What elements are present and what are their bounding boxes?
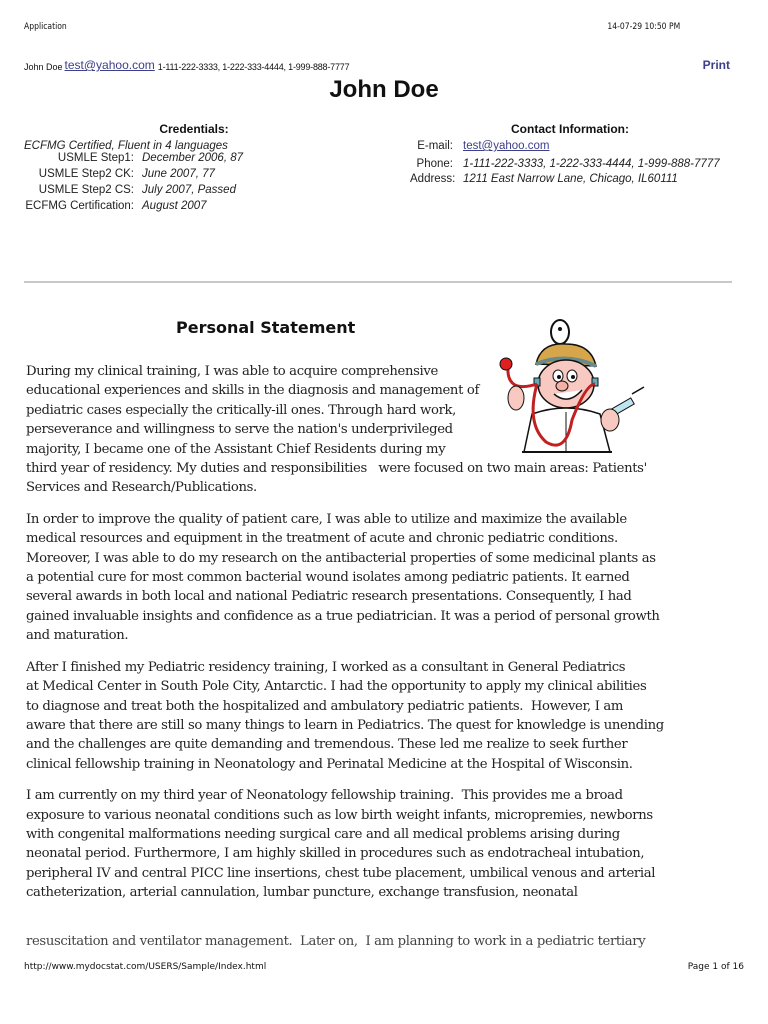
text-line: I am currently on my third year of Neonatology fellowship training. This provides me a broad <box>26 788 623 804</box>
text-line: a potential cure for most common bacterial wound isolates among pediatric patients. It earned <box>26 570 630 586</box>
contact-bar-name: John Doe <box>24 62 63 72</box>
credentials-summary: ECFMG Certified, Fluent in 4 languages <box>24 140 228 152</box>
credential-label: USMLE Step2 CK: <box>38 168 134 180</box>
text-line: pediatric cases especially the critically-ill ones. Through hard work, <box>26 402 457 418</box>
credential-label: USMLE Step2 CS: <box>38 184 134 196</box>
paragraph <box>26 510 726 646</box>
credential-value: December 2006, 87 <box>142 152 244 164</box>
text-line: aware that there are still so many things to learn in Pediatrics. The quest for knowledge is unending <box>26 717 664 733</box>
print-footer <box>24 962 744 972</box>
text-line: Services and Research/Publications. <box>26 480 257 496</box>
text-line: majority, I became one of the Assistant Chief Residents during my <box>26 441 446 457</box>
paragraph <box>26 786 726 902</box>
email-link[interactable]: test@yahoo.com <box>463 140 550 152</box>
contact-bar-phones: 1-111-222-3333, 1-222-333-4444, 1-999-888-7777 <box>157 62 350 72</box>
text-line: perseverance and willingness to serve the nation's underprivileged <box>26 422 453 438</box>
text-line: at Medical Center in South Pole City, Antarctic. I had the opportunity to apply my clinical abilities <box>26 679 647 695</box>
credential-label: USMLE Step1: <box>57 152 134 164</box>
text-line: and maturation. <box>26 628 129 644</box>
text-line: catheterization, arterial cannulation, lumbar puncture, exchange transfusion, neonatal <box>26 885 578 901</box>
credential-value: August 2007 <box>142 200 207 212</box>
text-line: exposure to various neonatal conditions such as low birth weight infants, micropremies, newborns <box>26 807 653 823</box>
print-footer-url: http://www.mydocstat.com/USERS/Sample/Index.html <box>24 962 267 972</box>
personal-statement-body <box>26 362 726 915</box>
text-line: gained invaluable insights and confidence as a true pediatrician. It was a period of personal growth <box>26 608 660 624</box>
text-line: resuscitation and ventilator management. Later on, I am planning to work in a pediatric tertiary <box>26 934 646 949</box>
text-line: educational experiences and skills in the diagnosis and management of <box>26 383 479 399</box>
phone-label: Phone: <box>416 158 453 170</box>
credential-value: June 2007, 77 <box>142 168 215 180</box>
credentials-heading: Credentials: <box>159 122 229 136</box>
text-line: third year of residency. My duties and responsibilities were focused on two main areas: Patients' <box>26 461 647 477</box>
contact-list <box>410 140 730 185</box>
text-line: After I finished my Pediatric residency training, I worked as a consultant in General Pediatrics <box>26 659 626 675</box>
print-header <box>24 22 681 36</box>
personal-statement-heading: Personal Statement <box>176 318 356 337</box>
text-line: to diagnose and treat both the hospitalized and ambulatory pediatric patients. However, I am <box>26 698 624 714</box>
text-line: During my clinical training, I was able to acquire comprehensive <box>26 364 438 379</box>
email-label: E-mail: <box>417 140 453 152</box>
text-line: several awards in both local and national Pediatric research presentations. Consequently, I had <box>26 589 632 605</box>
text-line: Moreover, I was able to do my research on the antibacterial properties of some medicinal plants as <box>26 550 656 566</box>
text-line: and the challenges are quite demanding and tremendous. These led me realize to seek further <box>26 737 628 753</box>
paragraph <box>26 362 726 498</box>
text-line: clinical fellowship training in Neonatology and Perinatal Medicine at the Hospital of Wisconsin. <box>26 756 633 772</box>
print-header-title: Application <box>24 22 67 32</box>
page-break-cut-line <box>26 934 726 949</box>
credentials-list <box>24 152 344 212</box>
contact-bar-email-link[interactable]: test@yahoo.com <box>64 58 155 72</box>
page-title: John Doe <box>329 76 439 103</box>
credential-value: July 2007, Passed <box>142 184 236 196</box>
print-header-timestamp: 14-07-29 10:50 PM <box>607 22 681 32</box>
print-button[interactable]: Print <box>702 58 730 72</box>
credential-label: ECFMG Certification: <box>25 200 134 212</box>
credentials-section <box>24 122 344 212</box>
text-line: In order to improve the quality of patient care, I was able to utilize and maximize the available <box>26 511 627 527</box>
print-footer-page-number: Page 1 of 16 <box>687 962 744 972</box>
contact-heading: Contact Information: <box>511 122 629 136</box>
contact-bar <box>24 54 730 72</box>
text-line: peripheral IV and central PICC line insertions, chest tube placement, umbilical venous and arterial <box>26 865 656 881</box>
section-divider <box>24 281 732 283</box>
paragraph <box>26 658 726 774</box>
address-value: 1211 East Narrow Lane, Chicago, IL60111 <box>463 173 678 185</box>
text-line: with congenital malformations needing surgical care and all medical problems arising during <box>26 826 620 842</box>
text-line: neonatal period. Furthermore, I am highly skilled in procedures such as endotracheal intubation, <box>26 846 645 862</box>
contact-section <box>410 122 730 185</box>
text-line: medical resources and equipment in the treatment of acute and chronic pediatric conditions. <box>26 531 618 547</box>
phone-value: 1-111-222-3333, 1-222-333-4444, 1-999-888-7777 <box>463 158 720 170</box>
address-label: Address: <box>410 173 456 185</box>
